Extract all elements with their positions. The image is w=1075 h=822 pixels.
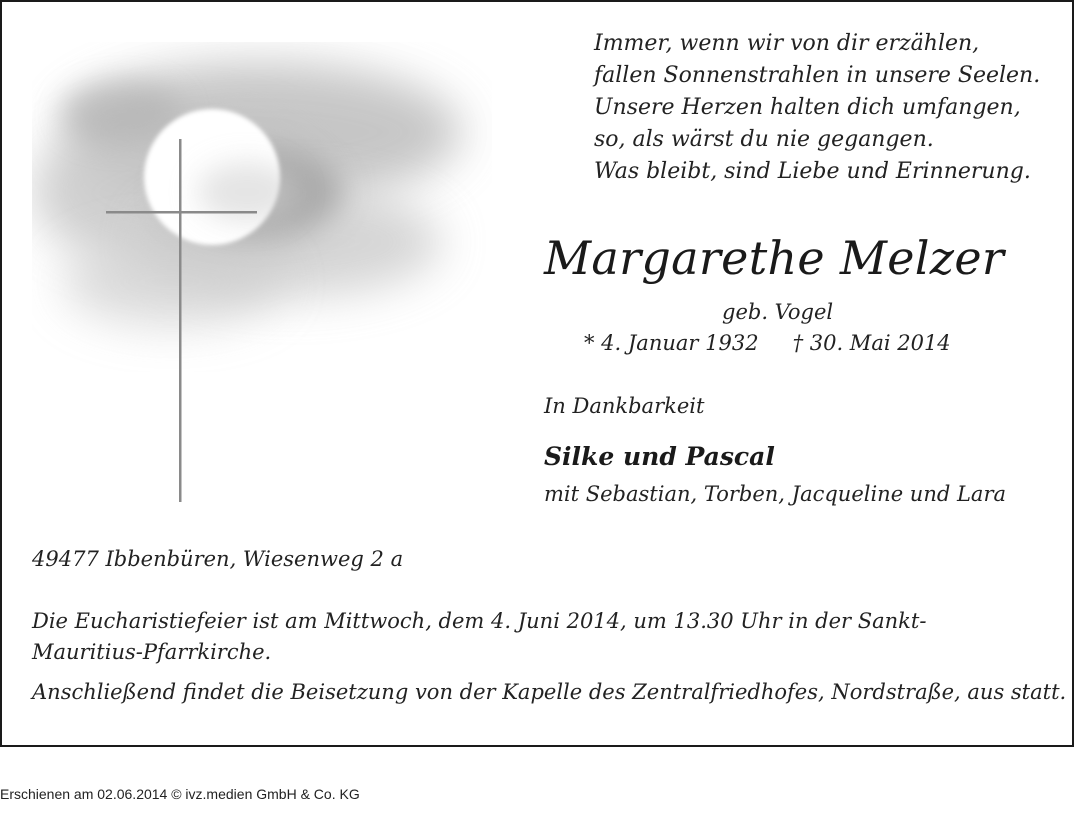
poem: [594, 28, 1064, 188]
thanks-intro: In Dankbarkeit: [544, 394, 705, 418]
mourner-names: Silke und Pascal: [544, 442, 775, 471]
poem-line: Immer, wenn wir von dir erzählen,: [594, 31, 980, 56]
service-line: Die Eucharistiefeier ist am Mittwoch, dem 4. Juni 2014, um 13.30 Uhr in der Sankt-: [32, 609, 927, 633]
maiden-name: geb. Vogel: [722, 300, 834, 324]
publication-footer: Erschienen am 02.06.2014 © ivz.medien GmbH & Co. KG: [0, 786, 360, 802]
life-dates: [584, 329, 951, 357]
poem-line: fallen Sonnenstrahlen in unsere Seelen.: [594, 63, 1041, 88]
birth-date: * 4. Januar 1932: [584, 331, 759, 355]
poem-line: so, als wärst du nie gegangen.: [594, 127, 934, 152]
poem-line: Unsere Herzen halten dich umfangen,: [594, 95, 1021, 120]
burial-info: Anschließend findet die Beisetzung von der Kapelle des Zentralfriedhofes, Nordstraße, aus statt.: [32, 680, 1067, 704]
service-line: Mauritius-Pfarrkirche.: [32, 640, 272, 664]
death-date: † 30. Mai 2014: [792, 331, 951, 355]
deceased-name: Margarethe Melzer: [544, 231, 1005, 285]
poem-line: Was bleibt, sind Liebe und Erinnerung.: [594, 159, 1031, 184]
cross-moon-artwork: [32, 42, 492, 522]
address: 49477 Ibbenbüren, Wiesenweg 2 a: [32, 547, 404, 571]
mourner-family: mit Sebastian, Torben, Jacqueline und Lara: [544, 482, 1006, 506]
service-info: [32, 606, 1052, 668]
